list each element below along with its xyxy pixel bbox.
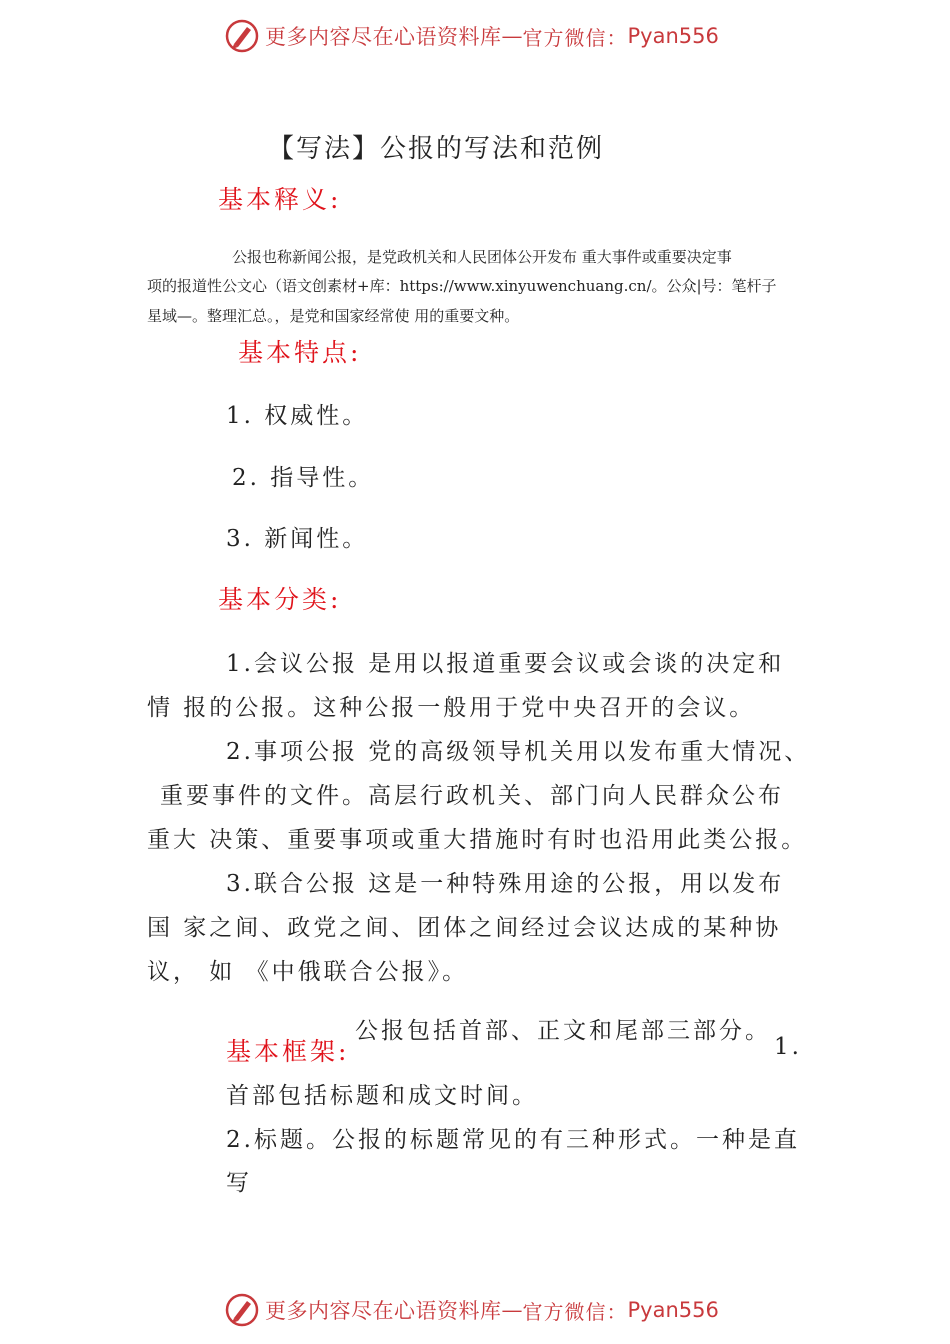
category-line-8: 议， 如 《中俄联合公报》。 [147,959,469,985]
header-banner [225,16,719,56]
heading-features: 基本特点: [238,338,362,367]
wechat-label: 官方微信： [522,25,628,50]
banner-text: 更多内容尽在心语资料库 [265,25,502,49]
framework-line-2: 2.标题。公报的标题常见的有三种形式。一种是直 [226,1127,800,1153]
footer-banner [225,1290,719,1330]
feature-item-1: 1. 权威性。 [226,403,369,429]
framework-line-3: 写 [226,1170,252,1196]
wechat-label: 官方微信： [522,1299,628,1324]
banner-dash: — [501,24,523,48]
framework-number-1: 1. [774,1034,802,1060]
framework-intro: 公报包括首部、正文和尾部三部分。 [355,1018,771,1044]
document-title: 【写法】公报的写法和范例 [268,134,605,164]
category-line-3: 2.事项公报 党的高级领导机关用以发布重大情况、 [226,739,811,765]
feature-item-3: 3. 新闻性。 [226,526,369,552]
category-line-5: 重大 决策、重要事项或重大措施时有时也沿用此类公报。 [147,827,808,853]
definition-line-3: 星域—。整理汇总。，是党和国家经常使 用的重要文种。 [147,307,520,325]
definition-line-2: 项的报道性公文心（语文创素材+库：https://www.xinyuwenchuang.cn/。公众|号：笔杆子 [147,277,777,295]
banner-text: 更多内容尽在心语资料库 [265,1299,502,1323]
heading-definition: 基本释义: [218,185,342,214]
category-line-4: 重要事件的文件。高层行政机关、部门向人民群众公布 [160,783,784,809]
feature-item-2: 2. 指导性。 [232,465,375,491]
wechat-id: Pyan556 [627,1298,719,1322]
pen-logo-icon [225,19,259,53]
heading-categories: 基本分类: [218,585,342,614]
category-line-7: 国 家之间、政党之间、团体之间经过会议达成的某种协 [147,915,782,941]
category-line-2: 情 报的公报。这种公报一般用于党中央召开的会议。 [147,695,756,721]
definition-line-1: 公报也称新闻公报，是党政机关和人民团体公开发布 重大事件或重要决定事 [232,248,732,266]
category-line-6: 3.联合公报 这是一种特殊用途的公报，用以发布 [226,871,785,897]
heading-framework: 基本框架: [226,1037,350,1066]
category-line-1: 1.会议公报 是用以报道重要会议或会谈的决定和 [226,651,785,677]
banner-dash: — [501,1298,523,1322]
wechat-id: Pyan556 [627,24,719,48]
framework-line-1: 首部包括标题和成文时间。 [226,1083,538,1109]
pen-logo-icon [225,1293,259,1327]
